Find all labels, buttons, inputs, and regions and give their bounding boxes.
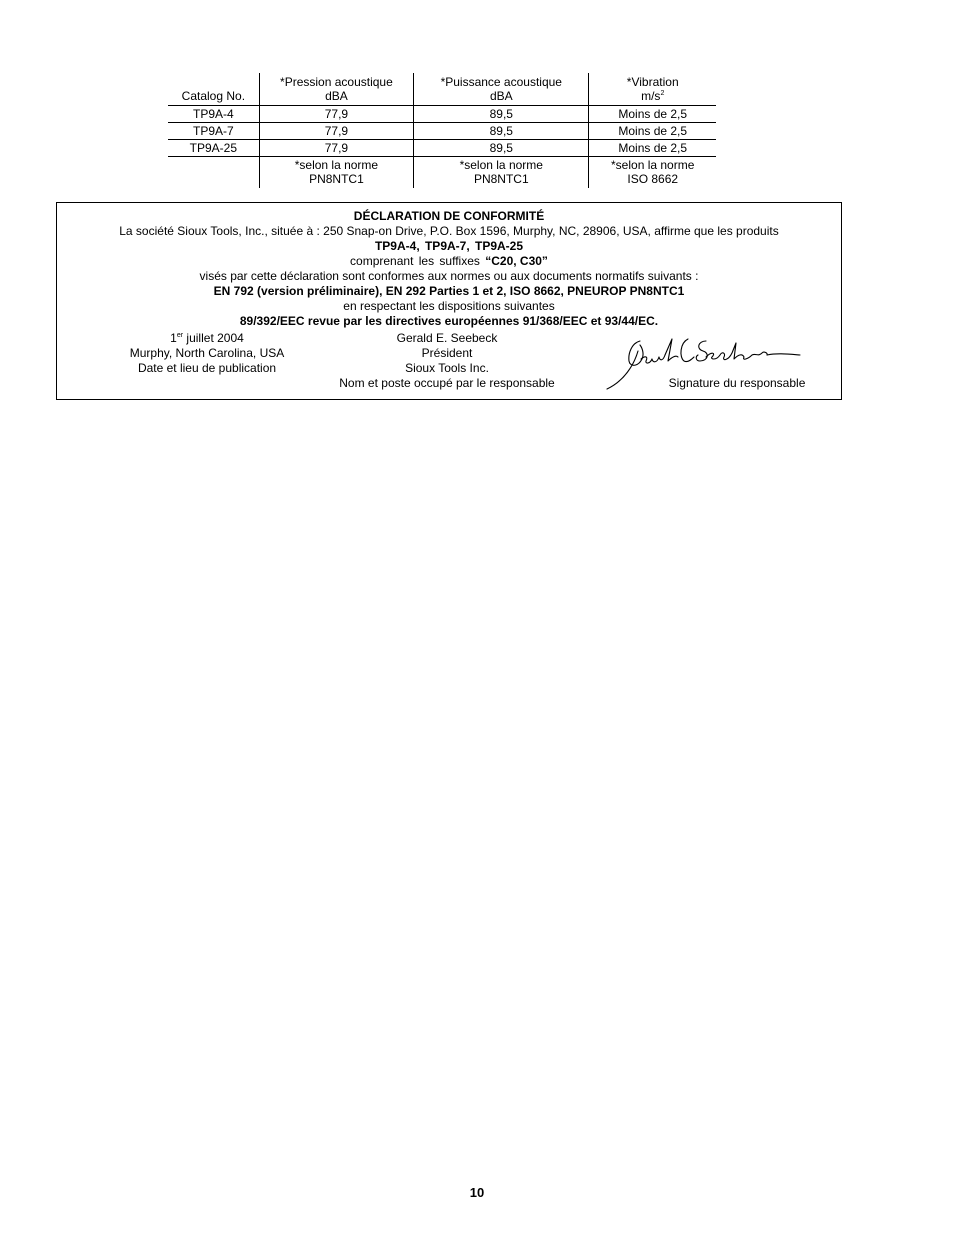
declaration-standards: EN 792 (version préliminaire), EN 292 Parties 1 et 2, ISO 8662, PNEUROP PN8NTC1 bbox=[213, 284, 685, 298]
signature-caption: Signature du responsable bbox=[668, 376, 806, 390]
declaration-suffixes: comprenant les suffixes “C20, C30” bbox=[350, 254, 548, 268]
catalog-no-cell: TP9A-7 bbox=[168, 123, 259, 140]
declaration-directives-intro: en respectant les dispositions suivantes bbox=[343, 299, 555, 313]
signer-caption: Nom et poste occupé par le responsable bbox=[339, 376, 555, 390]
signer-info bbox=[317, 331, 577, 391]
signature-block bbox=[602, 331, 842, 397]
specs-header-row bbox=[168, 73, 716, 106]
header-catalog-no: Catalog No. bbox=[168, 73, 259, 106]
declaration-title: DÉCLARATION DE CONFORMITÉ bbox=[353, 209, 545, 223]
vibration-cell: Moins de 2,5 bbox=[589, 140, 716, 157]
sound-pressure-cell: 77,9 bbox=[259, 140, 413, 157]
signer-title: Président bbox=[421, 346, 473, 360]
table-row bbox=[168, 106, 716, 123]
note-cell: *selon la norme PN8NTC1 bbox=[414, 157, 589, 189]
header-sound-pressure: *Pression acoustique dBA bbox=[259, 73, 413, 106]
signer-company: Sioux Tools Inc. bbox=[405, 361, 489, 375]
publication-date: 1er juillet 2004 bbox=[170, 331, 244, 345]
vibration-cell: Moins de 2,5 bbox=[589, 123, 716, 140]
sound-power-cell: 89,5 bbox=[414, 140, 589, 157]
signer-name: Gerald E. Seebeck bbox=[396, 331, 498, 345]
table-row bbox=[168, 140, 716, 157]
specs-table bbox=[168, 73, 716, 188]
publication-place: Murphy, North Carolina, USA bbox=[129, 346, 285, 360]
sound-power-cell: 89,5 bbox=[414, 123, 589, 140]
table-row bbox=[168, 123, 716, 140]
page-number: 10 bbox=[469, 1185, 485, 1200]
declaration-standards-intro: visés par cette déclaration sont conformes aux normes ou aux documents normatifs suivants : bbox=[199, 269, 699, 283]
declaration-body bbox=[57, 209, 841, 329]
header-sound-power: *Puissance acoustique dBA bbox=[414, 73, 589, 106]
note-cell: *selon la norme PN8NTC1 bbox=[259, 157, 413, 189]
declaration-of-conformity-box bbox=[56, 202, 842, 400]
publication-info bbox=[107, 331, 307, 376]
sound-pressure-cell: 77,9 bbox=[259, 106, 413, 123]
note-cell: *selon la norme ISO 8662 bbox=[589, 157, 716, 189]
note-cell-empty bbox=[168, 157, 259, 189]
header-vibration: *Vibration $m/s^2$ bbox=[589, 73, 716, 106]
declaration-products: TP9A-4, TP9A-7, TP9A-25 bbox=[374, 239, 524, 253]
catalog-no-cell: TP9A-25 bbox=[168, 140, 259, 157]
notes-row bbox=[168, 157, 716, 189]
vibration-cell: Moins de 2,5 bbox=[589, 106, 716, 123]
publication-caption: Date et lieu de publication bbox=[137, 361, 277, 375]
declaration-intro: La société Sioux Tools, Inc., située à : 250 Snap-on Drive, P.O. Box 1596, Murphy, NC, 28906, USA, affirme que les produits bbox=[119, 224, 779, 238]
declaration-directives: 89/392/EEC revue par les directives européennes 91/368/EEC et 93/44/EC. bbox=[239, 314, 659, 328]
sound-power-cell: 89,5 bbox=[414, 106, 589, 123]
sound-pressure-cell: 77,9 bbox=[259, 123, 413, 140]
catalog-no-cell: TP9A-4 bbox=[168, 106, 259, 123]
